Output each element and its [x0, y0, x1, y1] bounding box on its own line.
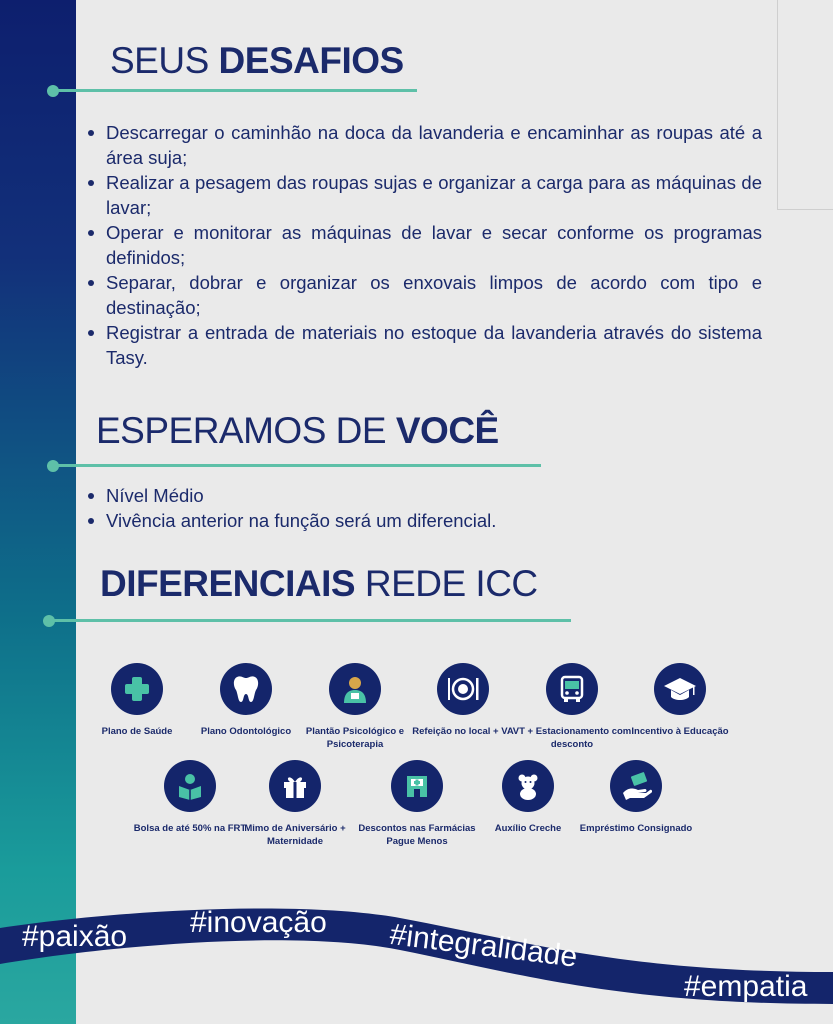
- expectations-rule: [55, 464, 541, 467]
- tooth-icon: [220, 663, 272, 715]
- panel-edge-bottom: [777, 209, 833, 210]
- benefits-rule: [51, 619, 571, 622]
- hashtag-passion: #paixão: [22, 920, 128, 953]
- meal-icon: [437, 663, 489, 715]
- panel-edge: [777, 0, 778, 210]
- benefit-label: Plano Odontológico: [200, 726, 292, 737]
- benefit-transport: [512, 663, 632, 751]
- benefit-label: Plano de Saúde: [101, 726, 173, 737]
- expectations-heading-normal: ESPERAMOS DE: [96, 410, 396, 451]
- teddy-bear-icon: [502, 760, 554, 812]
- reading-icon: [164, 760, 216, 812]
- left-gradient-bar: [0, 0, 76, 1024]
- challenges-rule: [55, 89, 417, 92]
- hashtag-integrality: #integralidade: [387, 918, 580, 974]
- list-item: Realizar a pesagem das roupas sujas e organizar a carga para as máquinas de lavar;: [88, 170, 762, 220]
- list-item: Operar e monitorar as máquinas de lavar e secar conforme os programas definidos;: [88, 220, 762, 270]
- benefit-dental-plan: [186, 663, 306, 738]
- hashtag-ribbon: [0, 900, 833, 1024]
- benefit-meal: [403, 663, 523, 738]
- benefit-psychology: [295, 663, 415, 751]
- benefit-pharmacy: [357, 760, 477, 848]
- hashtag-innovation: #inovação: [190, 906, 327, 939]
- expectations-list: [88, 483, 688, 533]
- benefit-health-plan: [77, 663, 197, 738]
- list-item: Registrar a entrada de materiais no estoque da lavanderia através do sistema Tasy.: [88, 320, 762, 370]
- benefit-label: VT + Estacionamento com desconto: [512, 726, 632, 750]
- list-item: Vivência anterior na função será um diferencial.: [88, 508, 688, 533]
- graduation-cap-icon: [654, 663, 706, 715]
- benefit-loan: [576, 760, 696, 835]
- benefit-label: Descontos nas Farmácias Pague Menos: [358, 823, 476, 847]
- expectations-heading-bold: VOCÊ: [395, 410, 499, 451]
- benefits-heading: [100, 563, 538, 605]
- bus-icon: [546, 663, 598, 715]
- benefit-education: [620, 663, 740, 738]
- expectations-heading: [96, 410, 499, 452]
- benefit-label: Bolsa de até 50% na FRT: [133, 823, 247, 834]
- list-item: Nível Médio: [88, 483, 688, 508]
- benefits-heading-normal: REDE ICC: [355, 563, 538, 604]
- benefit-label: Plantão Psicológico e Psicoterapia: [305, 726, 405, 750]
- benefits-heading-bold: DIFERENCIAIS: [100, 563, 356, 604]
- benefit-birthday-gift: [235, 760, 355, 848]
- benefit-scholarship: [130, 760, 250, 835]
- benefit-label: Auxílio Creche: [494, 823, 562, 834]
- challenges-heading: [110, 40, 404, 82]
- psychologist-icon: [329, 663, 381, 715]
- benefit-label: Empréstimo Consignado: [579, 823, 693, 834]
- list-item: Descarregar o caminhão na doca da lavanderia e encaminhar as roupas até a área suja;: [88, 120, 762, 170]
- benefit-label: Mimo de Aniversário + Maternidade: [244, 823, 346, 847]
- challenges-heading-bold: DESAFIOS: [218, 40, 404, 81]
- hashtag-empathy: #empatia: [684, 970, 808, 1003]
- benefit-label: Incentivo à Educação: [631, 726, 729, 737]
- benefit-daycare: [468, 760, 588, 835]
- challenges-heading-normal: SEUS: [110, 40, 219, 81]
- pharmacy-icon: [391, 760, 443, 812]
- plus-icon: [111, 663, 163, 715]
- challenges-list: [88, 120, 762, 370]
- list-item: Separar, dobrar e organizar os enxovais limpos de acordo com tipo e destinação;: [88, 270, 762, 320]
- money-hand-icon: [610, 760, 662, 812]
- gift-icon: [269, 760, 321, 812]
- benefit-label: Refeição no local + VA: [412, 726, 514, 737]
